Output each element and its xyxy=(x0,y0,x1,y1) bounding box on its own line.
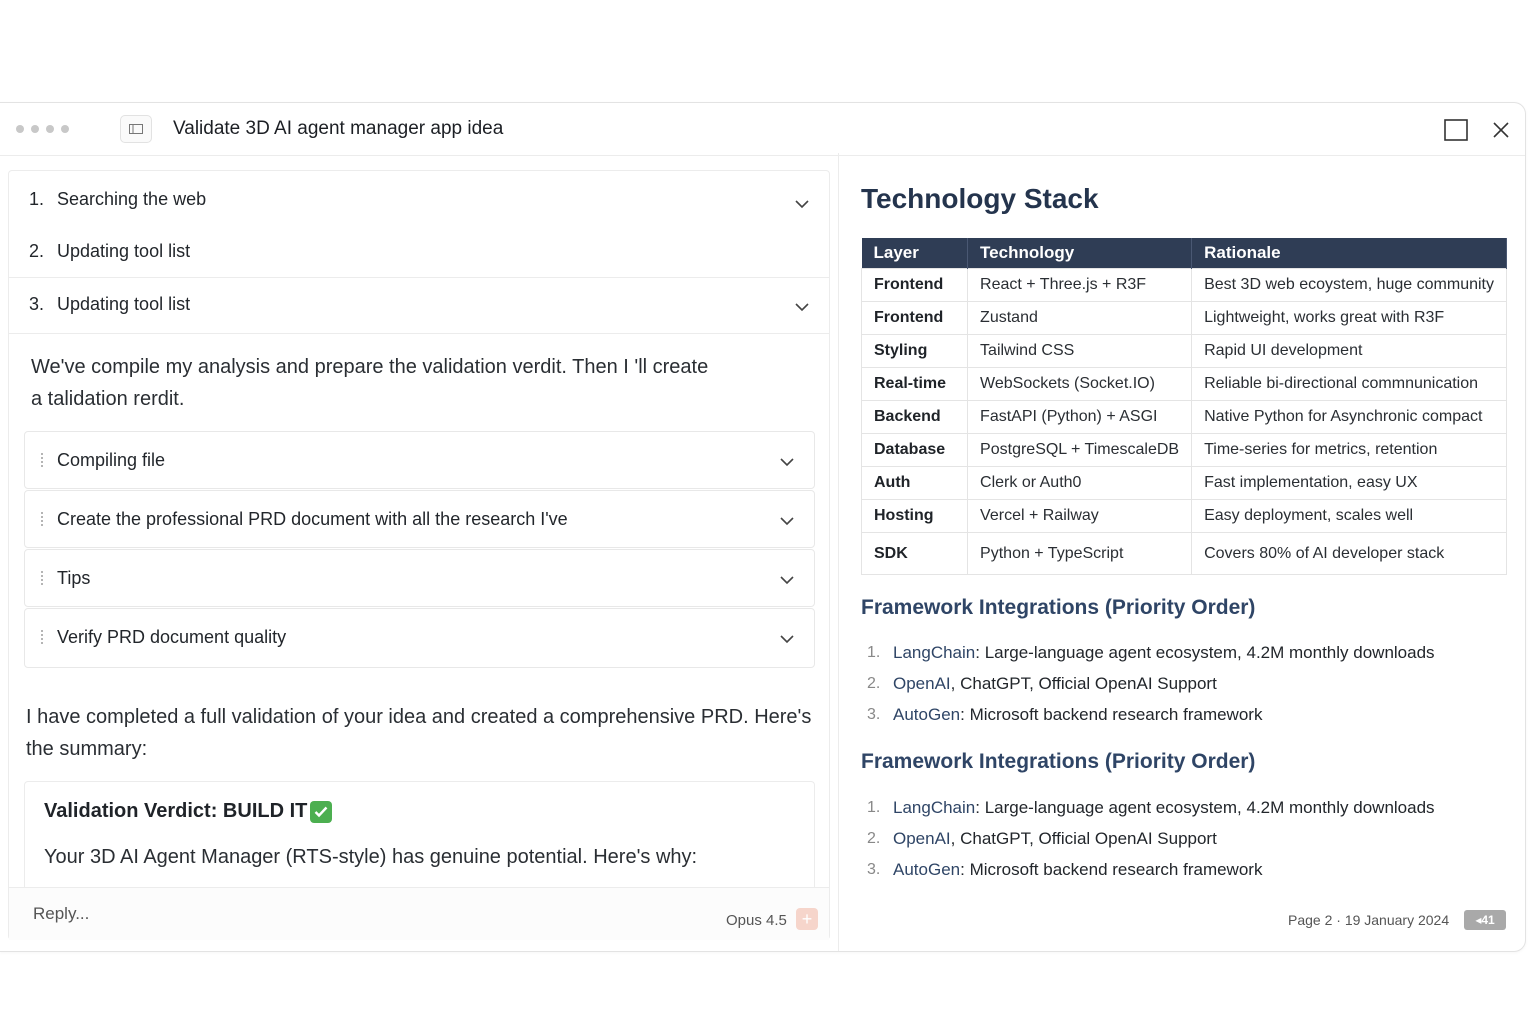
cell-layer: Database xyxy=(862,434,968,467)
tech-stack-table xyxy=(861,238,1507,575)
cell-rationale: Lightweight, works great with R3F xyxy=(1192,302,1507,335)
framework-desc: Microsoft backend research framework xyxy=(964,704,1263,724)
dot-icon xyxy=(16,125,24,133)
list-number: 3. xyxy=(867,705,881,723)
drag-handle-icon[interactable] xyxy=(41,571,45,585)
table-row xyxy=(862,335,1507,368)
framework-desc: Large-language agent ecosystem, 4.2M monthly downloads xyxy=(979,642,1435,662)
drag-handle-icon[interactable] xyxy=(41,453,45,467)
framework-desc: ChatGPT, Official OpenAI Support xyxy=(955,828,1217,848)
task-item[interactable] xyxy=(24,490,815,548)
framework-name: OpenAI xyxy=(893,673,951,693)
step-number: 2. xyxy=(29,241,45,261)
framework-name: AutoGen xyxy=(893,704,961,724)
dot-icon xyxy=(46,125,54,133)
chevron-down-icon[interactable] xyxy=(780,631,794,649)
list-separator: : xyxy=(960,859,965,879)
list-separator: : xyxy=(960,704,965,724)
close-icon[interactable] xyxy=(1488,117,1514,143)
reply-bar xyxy=(9,887,829,940)
cell-technology: Python + TypeScript xyxy=(968,533,1192,575)
cell-technology: Clerk or Auth0 xyxy=(968,467,1192,500)
title-bar xyxy=(0,103,1525,156)
list-separator: : xyxy=(975,797,980,817)
model-selector[interactable]: Opus 4.5 xyxy=(726,912,787,929)
cell-technology: Vercel + Railway xyxy=(968,500,1192,533)
column-header: Layer xyxy=(862,238,968,269)
cell-layer: Real-time xyxy=(862,368,968,401)
cell-layer: SDK xyxy=(862,533,968,575)
framework-desc: ChatGPT, Official OpenAI Support xyxy=(955,673,1217,693)
task-item[interactable] xyxy=(24,608,815,668)
cell-technology: FastAPI (Python) + ASGI xyxy=(968,401,1192,434)
step-item[interactable] xyxy=(9,173,829,225)
chevron-down-icon[interactable] xyxy=(780,454,794,472)
drag-handle-icon[interactable] xyxy=(41,512,45,526)
table-row xyxy=(862,368,1507,401)
cell-layer: Hosting xyxy=(862,500,968,533)
column-header: Rationale xyxy=(1192,238,1507,269)
step-label: Searching the web xyxy=(57,189,207,209)
reply-input[interactable]: Reply... xyxy=(33,904,90,923)
verdict-body: Your 3D AI Agent Manager (RTS-style) has genuine potential. Here's why: xyxy=(44,846,698,868)
section-heading: Framework Integrations (Priority Order) xyxy=(861,596,1256,619)
step-number: 3. xyxy=(29,294,45,314)
table-row xyxy=(862,401,1507,434)
cell-technology: WebSockets (Socket.IO) xyxy=(968,368,1192,401)
list-item xyxy=(861,823,1435,854)
cell-technology: Tailwind CSS xyxy=(968,335,1192,368)
framework-name: OpenAI xyxy=(893,828,951,848)
table-row xyxy=(862,500,1507,533)
cell-layer: Backend xyxy=(862,401,968,434)
column-header: Technology xyxy=(968,238,1192,269)
add-button[interactable]: + xyxy=(796,908,818,930)
framework-name: LangChain xyxy=(893,642,976,662)
framework-list xyxy=(861,637,1435,730)
task-label: Tips xyxy=(57,568,91,588)
list-separator: , xyxy=(950,673,956,693)
step-item[interactable] xyxy=(9,278,829,330)
list-separator: : xyxy=(975,642,980,662)
list-number: 1. xyxy=(867,798,881,816)
verdict-title-text: Validation Verdict: BUILD IT xyxy=(44,800,308,822)
table-header-row xyxy=(862,238,1507,269)
step-item[interactable] xyxy=(9,225,829,277)
cell-rationale: Native Python for Asynchronic compact xyxy=(1192,401,1507,434)
list-item xyxy=(861,854,1435,885)
assistant-message: We've compile my analysis and prepare the validation verdit. Then I 'll create a talidation rerdit. xyxy=(31,356,709,410)
framework-list xyxy=(861,792,1435,885)
list-number: 2. xyxy=(867,829,881,847)
divider xyxy=(9,333,829,334)
chevron-down-icon[interactable] xyxy=(780,572,794,590)
framework-name: AutoGen xyxy=(893,859,961,879)
list-item xyxy=(861,637,1435,668)
cell-technology: React + Three.js + R3F xyxy=(968,269,1192,302)
table-row xyxy=(862,302,1507,335)
list-separator: , xyxy=(950,828,956,848)
cell-rationale: Covers 80% of AI developer stack xyxy=(1192,533,1507,575)
chevron-down-icon[interactable] xyxy=(795,193,809,214)
page-footer: Page 2 · 19 January 2024 xyxy=(1288,912,1450,928)
cell-layer: Frontend xyxy=(862,302,968,335)
step-label: Updating tool list xyxy=(57,241,191,261)
table-row xyxy=(862,533,1507,575)
page-badge[interactable]: ◂41 xyxy=(1464,910,1506,930)
table-row xyxy=(862,269,1507,302)
drag-handle-icon[interactable] xyxy=(41,630,45,644)
task-label: Compiling file xyxy=(57,450,166,470)
list-item xyxy=(861,792,1435,823)
list-item xyxy=(861,699,1435,730)
sidebar-toggle-icon[interactable] xyxy=(120,115,152,143)
cell-rationale: Time-series for metrics, retention xyxy=(1192,434,1507,467)
task-label: Create the professional PRD document with all the research I've xyxy=(57,509,568,529)
window-title: Validate 3D AI agent manager app idea xyxy=(173,118,504,139)
dot-icon xyxy=(31,125,39,133)
cell-rationale: Reliable bi-directional commnunication xyxy=(1192,368,1507,401)
cell-layer: Auth xyxy=(862,467,968,500)
doc-heading: Technology Stack xyxy=(861,183,1099,214)
list-number: 1. xyxy=(867,643,881,661)
verdict-card xyxy=(24,781,815,891)
list-number: 3. xyxy=(867,860,881,878)
task-item[interactable] xyxy=(24,431,815,489)
table-row xyxy=(862,467,1507,500)
step-label: Updating tool list xyxy=(57,294,191,314)
cell-rationale: Best 3D web ecoystem, huge community xyxy=(1192,269,1507,302)
table-row xyxy=(862,434,1507,467)
cell-layer: Frontend xyxy=(862,269,968,302)
step-number: 1. xyxy=(29,189,45,209)
task-item[interactable] xyxy=(24,549,815,607)
cell-technology: Zustand xyxy=(968,302,1192,335)
cell-layer: Styling xyxy=(862,335,968,368)
maximize-icon[interactable] xyxy=(1443,117,1469,143)
assistant-summary: I have completed a full validation of your idea and created a comprehensive PRD. Here's the summary: xyxy=(26,706,812,760)
verdict-title xyxy=(44,800,332,823)
dot-icon xyxy=(61,125,69,133)
chat-pane xyxy=(8,170,830,940)
cell-rationale: Easy deployment, scales well xyxy=(1192,500,1507,533)
cell-rationale: Fast implementation, easy UX xyxy=(1192,467,1507,500)
framework-desc: Large-language agent ecosystem, 4.2M monthly downloads xyxy=(979,797,1435,817)
list-number: 2. xyxy=(867,674,881,692)
list-item xyxy=(861,668,1435,699)
section-heading: Framework Integrations (Priority Order) xyxy=(861,750,1256,773)
framework-desc: Microsoft backend research framework xyxy=(964,859,1263,879)
chevron-down-icon[interactable] xyxy=(780,513,794,531)
check-icon xyxy=(310,801,332,823)
task-label: Verify PRD document quality xyxy=(57,627,287,647)
document-pane xyxy=(838,153,1527,951)
window-dots[interactable] xyxy=(16,125,69,133)
chevron-down-icon[interactable] xyxy=(795,296,809,317)
cell-technology: PostgreSQL + TimescaleDB xyxy=(968,434,1192,467)
cell-rationale: Rapid UI development xyxy=(1192,335,1507,368)
framework-name: LangChain xyxy=(893,797,976,817)
